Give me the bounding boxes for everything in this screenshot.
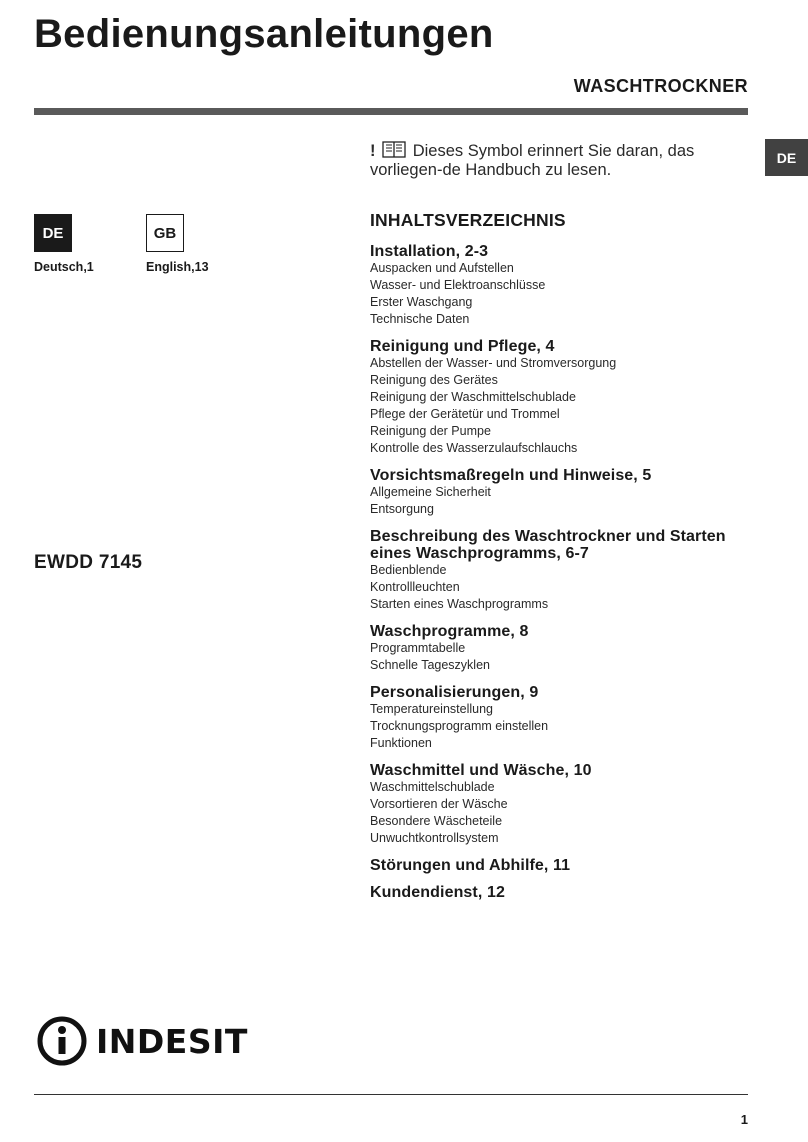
toc-section <box>370 623 750 674</box>
toc-entry[interactable]: Waschmittelschublade <box>370 780 495 794</box>
toc-section-title[interactable]: Kundendienst, 12 <box>370 884 505 901</box>
toc-entry[interactable]: Funktionen <box>370 736 432 750</box>
language-de[interactable] <box>34 214 94 274</box>
table-of-contents <box>370 210 750 911</box>
toc-section <box>370 762 750 847</box>
toc-entry[interactable]: Kontrolle des Wasserzulaufschlauchs <box>370 441 578 455</box>
toc-entry[interactable]: Programmtabelle <box>370 641 466 655</box>
toc-section <box>370 884 750 901</box>
toc-entry[interactable]: Technische Daten <box>370 312 470 326</box>
toc-sections <box>370 243 750 901</box>
toc-entry[interactable]: Starten eines Waschprogramms <box>370 597 549 611</box>
language-de-badge: DE <box>34 214 72 252</box>
book-icon <box>382 141 406 158</box>
indesit-logo-icon <box>34 1016 90 1066</box>
toc-entry[interactable]: Reinigung der Waschmittelschublade <box>370 390 576 404</box>
toc-section-title[interactable]: Beschreibung des Waschtrockner und Starten eines Waschprogramms, 6-7 <box>370 528 726 562</box>
toc-section <box>370 528 750 613</box>
toc-section-title[interactable]: Personalisierungen, 9 <box>370 684 539 701</box>
toc-entry[interactable]: Auspacken und Aufstellen <box>370 261 514 275</box>
toc-section <box>370 857 750 874</box>
toc-section-title[interactable]: Waschprogramme, 8 <box>370 623 529 640</box>
toc-entry[interactable]: Schnelle Tageszyklen <box>370 658 490 672</box>
toc-entry[interactable]: Reinigung der Pumpe <box>370 424 491 438</box>
toc-entry[interactable]: Kontrollleuchten <box>370 580 460 594</box>
toc-section <box>370 684 750 752</box>
toc-entry[interactable]: Vorsortieren der Wäsche <box>370 797 508 811</box>
toc-entry[interactable]: Temperatureinstellung <box>370 702 493 716</box>
toc-heading: INHALTSVERZEICHNIS <box>370 210 566 230</box>
toc-section-title[interactable]: Installation, 2-3 <box>370 243 489 260</box>
language-side-tab: DE <box>765 139 808 176</box>
brand-name: INDESIT <box>96 1021 248 1061</box>
toc-section <box>370 338 750 457</box>
toc-entry[interactable]: Allgemeine Sicherheit <box>370 485 491 499</box>
toc-section-title[interactable]: Vorsichtsmaßregeln und Hinweise, 5 <box>370 467 652 484</box>
language-gb-label: English,13 <box>146 260 209 274</box>
toc-entry[interactable]: Wasser- und Elektroanschlüsse <box>370 278 546 292</box>
toc-section-title[interactable]: Störungen und Abhilfe, 11 <box>370 857 571 874</box>
language-de-label: Deutsch,1 <box>34 260 94 274</box>
toc-section-title[interactable]: Waschmittel und Wäsche, 10 <box>370 762 592 779</box>
model-number: EWDD 7145 <box>34 552 143 573</box>
manual-notice <box>370 141 750 180</box>
footer-rule <box>34 1094 748 1095</box>
toc-section-title[interactable]: Reinigung und Pflege, 4 <box>370 338 555 355</box>
toc-entry[interactable]: Abstellen der Wasser- und Stromversorgung <box>370 356 617 370</box>
product-category: WASCHTROCKNER <box>573 76 748 96</box>
page-number: 1 <box>740 1112 748 1127</box>
document-title: Bedienungsanleitungen <box>34 12 494 56</box>
notice-text: Dieses Symbol erinnert Sie daran, das vorliegen-de Handbuch zu lesen. <box>370 142 695 179</box>
toc-entry[interactable]: Besondere Wäscheteile <box>370 814 503 828</box>
toc-entry[interactable]: Erster Waschgang <box>370 295 473 309</box>
header-rule <box>34 108 748 115</box>
toc-entry[interactable]: Reinigung des Gerätes <box>370 373 498 387</box>
notice-mark: ! <box>370 142 376 160</box>
language-gb[interactable] <box>146 214 209 274</box>
toc-section <box>370 467 750 518</box>
toc-entry[interactable]: Bedienblende <box>370 563 447 577</box>
language-gb-badge: GB <box>146 214 184 252</box>
brand-logo <box>34 1016 248 1066</box>
toc-entry[interactable]: Pflege der Gerätetür und Trommel <box>370 407 560 421</box>
toc-entry[interactable]: Unwuchtkontrollsystem <box>370 831 499 845</box>
toc-entry[interactable]: Entsorgung <box>370 502 434 516</box>
toc-section <box>370 243 750 328</box>
toc-entry[interactable]: Trocknungsprogramm einstellen <box>370 719 549 733</box>
